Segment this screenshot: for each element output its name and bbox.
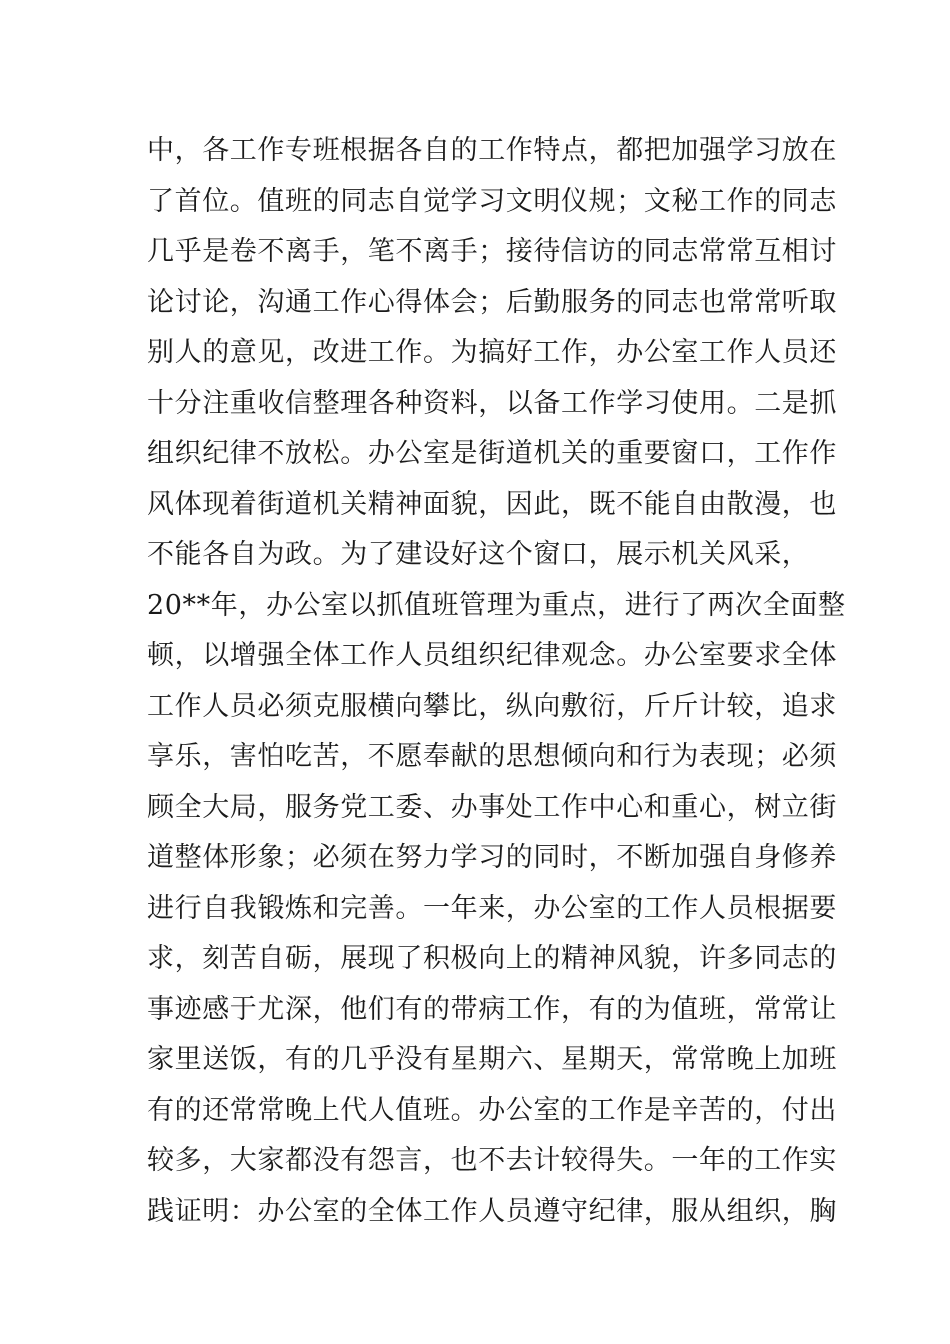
text-line: 有的还常常晚上代人值班。办公室的工作是辛苦的，付出 (147, 1094, 837, 1126)
text-line: 顿，以增强全体工作人员组织纪律观念。办公室要求全体 (147, 640, 837, 671)
text-line: 别人的意见，改进工作。为搞好工作，办公室工作人员还 (147, 337, 837, 368)
text-line: 家里送饭，有的几乎没有星期六、星期天，常常晚上加班 (147, 1044, 837, 1075)
text-line: 组织纪律不放松。办公室是街道机关的重要窗口，工作作 (147, 438, 837, 469)
text-line: 风体现着街道机关精神面貌，因此，既不能自由散漫，也 (147, 488, 837, 520)
text-line: 20**年，办公室以抓值班管理为重点，进行了两次全面整 (147, 589, 846, 621)
text-line: 不能各自为政。为了建设好这个窗口，展示机关风采， (147, 539, 810, 570)
text-line: 中，各工作专班根据各自的工作特点，都把加强学习放在 (147, 135, 837, 166)
text-line: 工作人员必须克服横向攀比，纵向敷衍，斤斤计较，追求 (147, 690, 837, 722)
text-line: 享乐，害怕吃苦，不愿奉献的思想倾向和行为表现；必须 (147, 741, 837, 772)
text-line: 十分注重收信整理各种资料，以备工作学习使用。二是抓 (147, 387, 837, 419)
text-line: 道整体形象；必须在努力学习的同时，不断加强自身修养 (147, 842, 837, 873)
text-line: 了首位。值班的同志自觉学习文明仪规；文秘工作的同志 (147, 185, 837, 217)
text-line: 较多，大家都没有怨言，也不去计较得失。一年的工作实 (147, 1145, 837, 1176)
text-line: 顾全大局，服务党工委、办事处工作中心和重心，树立街 (147, 791, 837, 823)
text-line: 事迹感于尤深，他们有的带病工作，有的为值班，常常让 (147, 993, 837, 1025)
text-line: 论讨论，沟通工作心得体会；后勤服务的同志也常常听取 (147, 286, 837, 318)
text-line: 求，刻苦自砺，展现了积极向上的精神风貌，许多同志的 (147, 943, 837, 974)
text-line: 践证明：办公室的全体工作人员遵守纪律，服从组织，胸 (147, 1195, 837, 1227)
text-line: 几乎是卷不离手，笔不离手；接待信访的同志常常互相讨 (147, 236, 837, 267)
body-text (147, 126, 846, 1237)
text-line: 进行自我锻炼和完善。一年来，办公室的工作人员根据要 (147, 892, 837, 924)
